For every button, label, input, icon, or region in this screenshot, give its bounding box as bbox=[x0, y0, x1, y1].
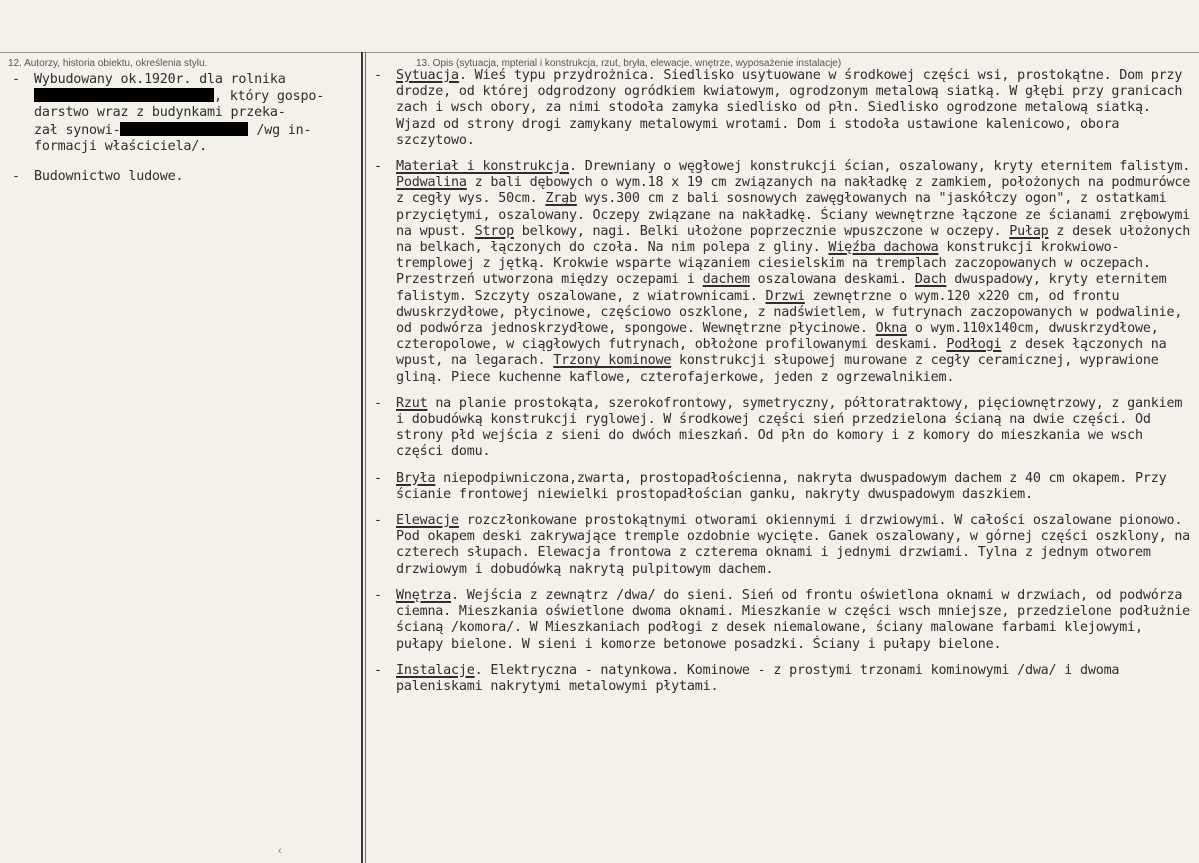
keyword-wiezba: Więźba dachowa bbox=[828, 240, 939, 256]
dash-marker: - bbox=[374, 587, 382, 603]
section-heading: Elewacje bbox=[396, 513, 459, 529]
keyword-drzwi: Drzwi bbox=[765, 288, 805, 304]
field-12-header: 12. Autorzy, historia obiektu, określenia stylu. bbox=[8, 58, 208, 69]
dash-marker: - bbox=[12, 72, 20, 87]
dash-marker: - bbox=[374, 68, 382, 83]
history-line-2: , który gospo- bbox=[34, 88, 355, 105]
dash-marker: - bbox=[374, 662, 382, 678]
keyword-dach: Dach bbox=[914, 272, 947, 288]
section-heading: Wnętrza bbox=[396, 587, 452, 603]
redaction-bar bbox=[120, 122, 248, 136]
dash-marker: - bbox=[374, 159, 382, 175]
history-line-5: formacji właściciela/. bbox=[34, 138, 207, 154]
keyword-zrab: Zrąb bbox=[545, 191, 577, 207]
history-line-4: zał synowi- /wg in- bbox=[34, 122, 312, 138]
keyword-strop: Strop bbox=[474, 223, 514, 239]
section-rzut bbox=[372, 396, 1194, 461]
history-line-1: Wybudowany ok.1920r. dla rolnika bbox=[34, 72, 286, 87]
stray-pencil-mark: ‹ bbox=[278, 845, 282, 857]
section-sytuacja bbox=[372, 68, 1194, 149]
style-text: Budownictwo ludowe. bbox=[34, 169, 184, 185]
section-heading: Bryła bbox=[396, 470, 436, 486]
history-entry bbox=[10, 72, 355, 155]
keyword-podlogi: Podłogi bbox=[946, 337, 1002, 353]
dash-marker: - bbox=[374, 470, 382, 486]
section-text: . Wieś typu przydrożnica. Siedlisko usytuowane w środkowej części wsi, prostokątne. Dom przy drodze, od której odgrodzony ogródkiem kwiatowym, ogrodzonym metalową siatką. W głębi przy granicach zach i wsch obory, za nimi stodoła zamyka siedlisko od płn. Siedlisko ogrodzone metalową siatką. Wjazd od strony drogi zamykany metalowymi wrotami. Dom i stodoła ustawione kalenicowo, obora szczytowo. bbox=[396, 68, 1183, 148]
section-heading: Instalacje bbox=[396, 662, 475, 678]
keyword-podwalina: Podwalina bbox=[396, 175, 467, 191]
dash-marker: - bbox=[374, 395, 382, 411]
form-top-rule bbox=[0, 52, 1199, 53]
keyword-dachem: dachem bbox=[702, 272, 750, 288]
history-line-3: darstwo wraz z budynkami przeka- bbox=[34, 105, 286, 121]
section-heading: Sytuacja bbox=[396, 68, 459, 83]
keyword-pulap: Pułap bbox=[1009, 223, 1049, 239]
redaction-bar bbox=[34, 88, 214, 102]
section-heading: Rzut bbox=[396, 395, 428, 411]
field-13-header: 13. Opis (sytuacja, mpterial i konstrukcja, rzut, bryła, elewacje, wnętrze, wyposażenie instalacje) bbox=[416, 58, 842, 69]
dash-marker: - bbox=[374, 513, 382, 529]
section-instalacje bbox=[372, 663, 1194, 695]
section-wnetrza bbox=[372, 588, 1194, 653]
style-entry bbox=[10, 169, 355, 185]
column-divider-secondary bbox=[365, 52, 366, 863]
authors-history-column bbox=[10, 72, 355, 199]
column-divider bbox=[361, 52, 363, 863]
section-text: niepodpiwniczona,zwarta, prostopadłościenna, nakryta dwuspadowym dachem z 40 cm okapem. Przy ścianie frontowej niewielki prostopadłościan ganku, nakryty dwuspadowym daszkiem. bbox=[396, 470, 1167, 502]
section-text: . Elektryczna - natynkowa. Kominowe - z prostymi trzonami kominowymi /dwa/ i dwoma paleniskami nakrytymi metalowymi płytami. bbox=[396, 662, 1120, 694]
description-column bbox=[372, 68, 1194, 705]
section-elewacje bbox=[372, 513, 1194, 578]
keyword-trzony: Trzony kominowe bbox=[553, 353, 672, 369]
section-heading: Materiał i konstrukcja bbox=[396, 159, 569, 175]
section-bryla bbox=[372, 471, 1194, 503]
section-material: - Materiał i konstrukcja. Drewniany o węgłowej konstrukcji ścian, oszalowany, kryty eternitem falistym. Podwalina z bali dębowych o wym.18 x 19 cm związanych na nakładkę z zamkiem, położonych na podmurówce z cegły wys. 50cm. Zrąb wys.300 cm z bali sosnowych zawęgłowanych na "jaskółczy ogon", z ostatkami przyciętymi, oszalowany. Oczepy związane na nakładkę. Ściany wewnętrzne łączone ze ścianami zrębowymi na wpust. Strop belkowy, nagi. Belki ułożone poprzecznie wpuszczone w oczepy. Pułap z desek ułożonych na belkach, łączonych do czoła. Na nim polepa z gliny. Więźba dachowa konstrukcji krokwiowo-tremplowej z jętką. Krokwie wsparte wiązaniem ciesielskim na tremplach zaczopowanych w oczepach. Przestrzeń utworzona między oczepami i dachem oszalowana deskami. Dach dwuspadowy, kryty eternitem falistym. Szczyty oszalowane, z wiatrownicami. Drzwi zewnętrzne o wym.120 x220 cm, od frontu dwuskrzydłowe, płycinowe, częściowo oszklone, z nadświetlem, w futrynach zaczopowanych w podwalinie, od podwórza jednoskrzydłowe, spongowe. Wewnętrzne płycinowe. Okna o wym.110x140cm, dwuskrzydłowe, czteropolowe, w ciągłowych futrynach, obłożone profilowanymi deskami. Podłogi z desek łączonych na wpust, na legarach. Trzony kominowe konstrukcji słupowej murowane z cegły ceramicznej, wyprawione gliną. Piece kuchenne kaflowe, czterofajerkowe, jeden z ogrzewalnikiem. bbox=[374, 159, 1191, 385]
section-text: na planie prostokąta, szerokofrontowy, symetryczny, półtoratraktowy, pięciownętrzowy, z gankiem i dobudówką konstrukcji ryglowej. W środkowej części sień przedzielona ścianą na dwie części. Od strony płd wejścia z sieni do dwóch mieszkań. Od płn do komory i z komory do mieszkania we wsch części domu. bbox=[396, 395, 1183, 460]
section-text: . Wejścia z zewnątrz /dwa/ do sieni. Sień od frontu oświetlona oknami w drzwiach, od podwórza ciemna. Mieszkania oświetlone dwoma oknami. Mieszkanie w części wsch mniejsze, przedzielone podłużnie ścianą /komora/. W Mieszkaniach podłogi z desek niemalowane, ściany malowane farbami klejowymi, pułapy bielone. W sieni i komorze betonowe posadzki. Ściany i pułapy bielone. bbox=[396, 587, 1191, 652]
section-text: rozczłonkowane prostokątnymi otworami okiennymi i drzwiowymi. W całości oszalowane pionowo. Pod okapem deski zakrywające tremple ozdobnie wycięte. Ganek oszalowany, w górnej części oszklony, na czterech słupach. Elewacja frontowa z czterema oknami i jednymi drzwiami. Tylna z jednym otworem drzwiowym i dobudówką nakrytą pulpitowym dachem. bbox=[396, 513, 1191, 577]
dash-marker: - bbox=[12, 169, 20, 185]
keyword-okna: Okna bbox=[875, 321, 908, 337]
